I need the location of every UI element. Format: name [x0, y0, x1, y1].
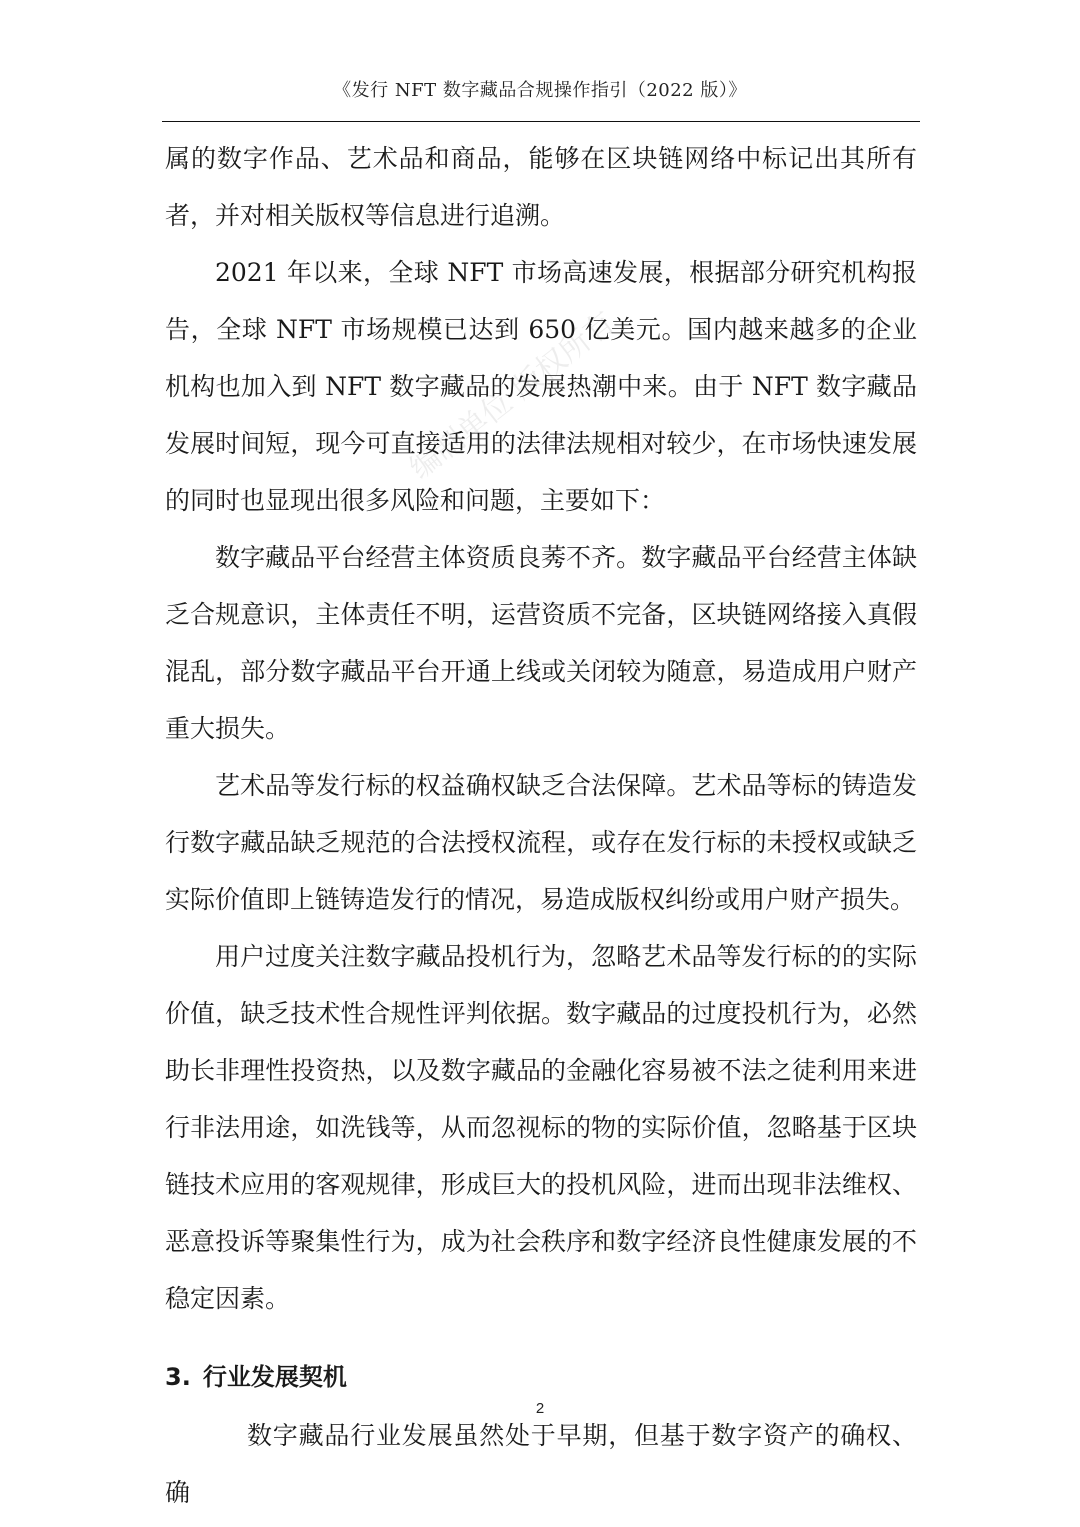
section-title: 行业发展契机: [202, 1363, 347, 1391]
header-divider: [162, 121, 920, 122]
paragraph-continued: 属的数字作品、艺术品和商品，能够在区块链网络中标记出其所有者，并对相关版权等信息进行追溯。: [165, 144, 917, 230]
watermark-text: 编制单位 版权所有: [403, 305, 622, 487]
section-number: 3.: [165, 1363, 191, 1391]
paragraph-industry-opportunity: 数字藏品行业发展虽然处于早期，但基于数字资产的确权、确: [165, 1421, 917, 1507]
paragraph-platform-qualification: 数字藏品平台经营主体资质良莠不齐。数字藏品平台经营主体缺乏合规意识，主体责任不明，运营资质不完备，区块链网络接入真假混乱，部分数字藏品平台开通上线或关闭较为随意，易造成用户财产重大损失。: [165, 543, 917, 743]
section-heading: [165, 1347, 917, 1407]
paragraph-rights-confirmation: 艺术品等发行标的权益确权缺乏合法保障。艺术品等标的铸造发行数字藏品缺乏规范的合法授权流程，或存在发行标的未授权或缺乏实际价值即上链铸造发行的情况，易造成版权纠纷或用户财产损失。: [165, 771, 917, 914]
page-number: 2: [535, 1400, 545, 1417]
running-header: 《发行 NFT 数字藏品合规操作指引（2022 版）》: [333, 80, 747, 101]
document-body: [165, 130, 917, 1521]
paragraph-market-growth: 2021 年以来，全球 NFT 市场高速发展，根据部分研究机构报告，全球 NFT 市场规模已达到 650 亿美元。国内越来越多的企业机构也加入到 NFT 数字藏品的发展热潮中来。由于 NFT 数字藏品发展时间短，现今可直接适用的法律法规相对较少，在市场快速发展的同时也显现出很多风险和问题，主要如下：: [165, 258, 917, 515]
paragraph-speculation-risk: 用户过度关注数字藏品投机行为，忽略艺术品等发行标的的实际价值，缺乏技术性合规性评判依据。数字藏品的过度投机行为，必然助长非理性投资热，以及数字藏品的金融化容易被不法之徒利用来进行非法用途，如洗钱等，从而忽视标的物的实际价值，忽略基于区块链技术应用的客观规律，形成巨大的投机风险，进而出现非法维权、恶意投诉等聚集性行为，成为社会秩序和数字经济良性健康发展的不稳定因素。: [165, 942, 917, 1313]
